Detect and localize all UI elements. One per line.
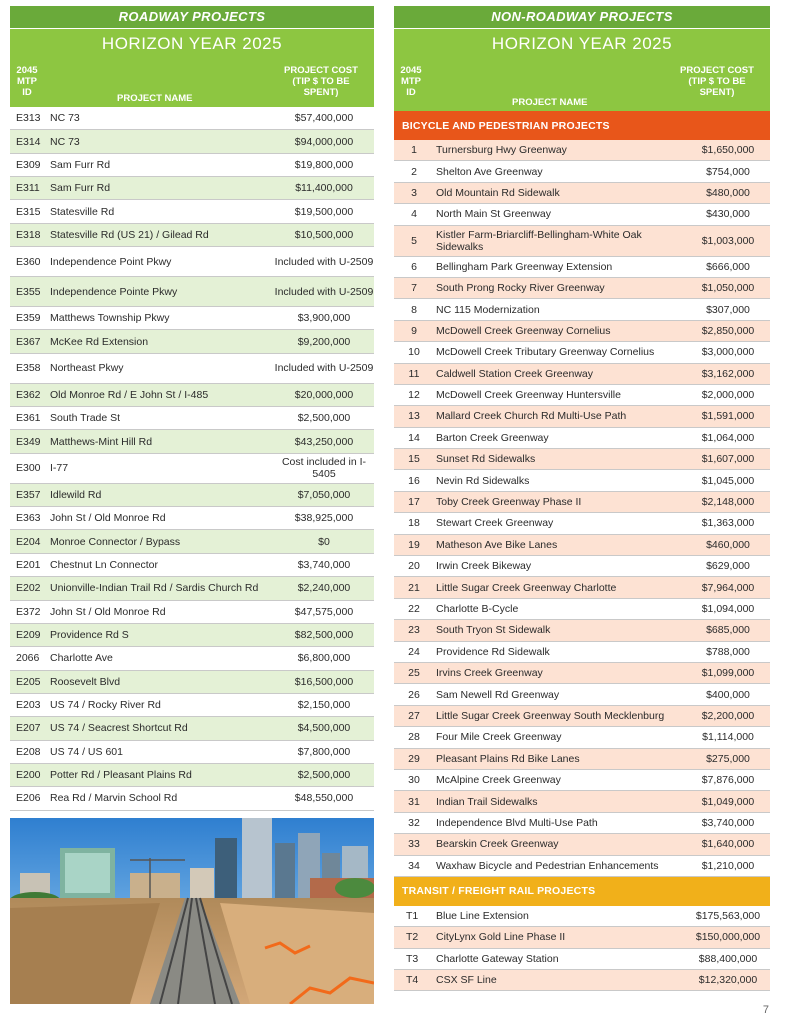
cell-cost: $2,148,000	[701, 496, 755, 509]
table-row	[10, 277, 374, 307]
cell-cost: $430,000	[706, 208, 750, 221]
cell-name: NC 73	[50, 135, 80, 148]
table-row	[10, 307, 374, 330]
cell-name: Sam Furr Rd	[50, 182, 111, 195]
table-row	[10, 430, 374, 453]
cell-id: E205	[16, 675, 41, 688]
cell-id: 8	[411, 303, 417, 316]
table-row	[394, 834, 770, 855]
cell-id: 4	[411, 208, 417, 221]
cell-cost: $2,240,000	[297, 582, 351, 595]
cell-name: Potter Rd / Pleasant Plains Rd	[50, 769, 192, 782]
cell-cost: $1,607,000	[701, 453, 755, 466]
cell-name: US 74 / Seacrest Shortcut Rd	[50, 722, 188, 735]
cell-id: 33	[408, 838, 420, 851]
table-row	[10, 177, 374, 200]
cell-name: Rea Rd / Marvin School Rd	[50, 792, 178, 805]
cell-name: Barton Creek Greenway	[436, 431, 549, 444]
table-row	[10, 224, 374, 247]
table-row	[394, 556, 770, 577]
cell-id: T1	[406, 910, 419, 923]
cell-name: Bellingham Park Greenway Extension	[436, 260, 613, 273]
cell-id: 11	[408, 367, 420, 380]
cell-cost: $94,000,000	[294, 135, 354, 148]
cell-name: Toby Creek Greenway Phase II	[436, 496, 582, 509]
cell-id: 13	[408, 410, 420, 423]
table-row	[394, 599, 770, 620]
table-row	[10, 200, 374, 223]
cell-cost: $19,800,000	[294, 158, 354, 171]
table-row	[10, 671, 374, 694]
cell-cost: $48,550,000	[294, 792, 354, 805]
cell-id: T4	[406, 974, 419, 987]
cell-id: 16	[408, 474, 420, 487]
table-row	[394, 535, 770, 556]
cell-name: John St / Old Monroe Rd	[50, 605, 166, 618]
cell-cost: $685,000	[706, 624, 750, 637]
cell-name: CityLynx Gold Line Phase II	[436, 931, 566, 944]
cell-id: 2	[411, 165, 417, 178]
table-row	[394, 278, 770, 299]
cell-name: Nevin Rd Sidewalks	[436, 474, 530, 487]
cell-cost: $3,900,000	[297, 312, 351, 325]
table-row	[394, 642, 770, 663]
cell-cost: $307,000	[706, 303, 750, 316]
cell-id: E311	[16, 182, 40, 195]
cell-cost: $88,400,000	[698, 952, 758, 965]
cell-cost: $1,363,000	[701, 517, 755, 530]
table-row	[394, 663, 770, 684]
table-row	[10, 484, 374, 507]
cell-cost: $9,200,000	[297, 335, 351, 348]
cell-cost: $1,114,000	[702, 731, 754, 744]
header-project-cost: PROJECT COST (TIP $ TO BE SPENT)	[284, 65, 358, 98]
cell-id: 5	[411, 234, 417, 247]
cell-cost: Included with U-2509	[274, 362, 374, 375]
cell-id: E372	[16, 605, 41, 618]
roadway-projects-table	[10, 6, 374, 811]
cell-cost: $400,000	[706, 688, 750, 701]
cell-name: Matheson Ave Bike Lanes	[436, 538, 558, 551]
cell-name: US 74 / Rocky River Rd	[50, 699, 161, 712]
cell-name: Matthews-Mint Hill Rd	[50, 435, 153, 448]
cell-name: Chestnut Ln Connector	[50, 558, 158, 571]
cell-name: Stewart Creek Greenway	[436, 517, 554, 530]
cell-id: E355	[16, 285, 41, 298]
cell-id: 32	[408, 816, 420, 829]
cell-id: E362	[16, 388, 41, 401]
cell-id: E359	[16, 312, 41, 325]
transit-rows	[394, 906, 770, 992]
cell-id: E200	[16, 769, 41, 782]
table-row	[394, 906, 770, 927]
roadway-rows	[10, 107, 374, 811]
cell-id: E360	[16, 255, 41, 268]
cell-id: 30	[408, 774, 420, 787]
cell-id: 1	[411, 144, 417, 157]
cell-cost: $7,876,000	[701, 774, 755, 787]
cell-id: 14	[408, 431, 420, 444]
header-id: 2045 MTP ID	[16, 65, 38, 98]
cell-name: Charlotte Gateway Station	[436, 952, 559, 965]
cell-name: Kistler Farm-Briarcliff-Bellingham-White Oak Sidewalks	[436, 228, 642, 253]
cell-cost: $460,000	[706, 538, 750, 551]
table-row	[10, 647, 374, 670]
table-row	[10, 601, 374, 624]
cell-cost: $3,740,000	[297, 558, 351, 571]
cell-id: E357	[16, 488, 41, 501]
roadway-table-header	[10, 59, 374, 107]
cell-name: South Prong Rocky River Greenway	[436, 282, 605, 295]
cell-name: McDowell Creek Tributary Greenway Cornelius	[436, 346, 655, 359]
table-row	[10, 384, 374, 407]
cell-name: McAlpine Creek Greenway	[436, 774, 561, 787]
roadway-banner: ROADWAY PROJECTS	[10, 6, 374, 28]
cell-id: 28	[408, 731, 420, 744]
page-number: 7	[762, 1004, 769, 1016]
city-rail-construction-photo	[10, 818, 374, 1004]
cell-id: 25	[408, 667, 420, 680]
cell-cost: $1,210,000	[701, 859, 755, 872]
table-row	[10, 787, 374, 810]
cell-id: 26	[408, 688, 420, 701]
cell-name: US 74 / US 601	[50, 745, 123, 758]
table-row	[10, 530, 374, 553]
table-row	[394, 385, 770, 406]
cell-id: E314	[16, 135, 41, 148]
cell-id: E313	[16, 112, 41, 125]
table-row	[394, 513, 770, 534]
cell-cost: $788,000	[706, 645, 750, 658]
cell-name: Old Mountain Rd Sidewalk	[436, 186, 560, 199]
table-row	[394, 970, 770, 991]
cell-cost: $82,500,000	[294, 629, 354, 642]
cell-id: E349	[16, 435, 41, 448]
cell-id: T2	[406, 931, 419, 944]
cell-id: E209	[16, 629, 41, 642]
table-row	[394, 856, 770, 877]
table-row	[394, 749, 770, 770]
cell-name: NC 73	[50, 112, 80, 125]
table-row	[394, 140, 770, 161]
cell-cost: $3,740,000	[701, 816, 755, 829]
cell-cost: $2,200,000	[701, 709, 755, 722]
cell-id: 29	[408, 752, 420, 765]
table-row	[10, 741, 374, 764]
table-row	[394, 161, 770, 182]
cell-cost: $1,591,000	[701, 410, 755, 423]
table-row	[10, 554, 374, 577]
cell-name: Providence Rd S	[50, 629, 129, 642]
cell-name: Independence Blvd Multi-Use Path	[436, 816, 598, 829]
table-row	[10, 330, 374, 353]
cell-name: Bearskin Creek Greenway	[436, 838, 559, 851]
table-row	[394, 226, 770, 257]
cell-cost: $480,000	[706, 186, 750, 199]
table-row	[10, 764, 374, 787]
cell-name: Old Monroe Rd / E John St / I-485	[50, 388, 209, 401]
cell-name: Blue Line Extension	[436, 910, 529, 923]
cell-id: E315	[16, 205, 41, 218]
cell-cost: $1,050,000	[701, 282, 755, 295]
cell-cost: $43,250,000	[294, 435, 354, 448]
cell-cost: $4,500,000	[297, 722, 351, 735]
header-project-name: PROJECT NAME	[117, 93, 193, 104]
cell-cost: $2,500,000	[297, 769, 351, 782]
cell-cost: $12,320,000	[698, 974, 758, 987]
cell-cost: $175,563,000	[695, 910, 761, 923]
cell-id: E318	[16, 228, 41, 241]
cell-name: Statesville Rd (US 21) / Gilead Rd	[50, 228, 209, 241]
cell-cost: $1,045,000	[701, 474, 755, 487]
cell-name: NC 115 Modernization	[436, 303, 540, 316]
cell-cost: $3,000,000	[701, 346, 755, 359]
cell-cost: $1,064,000	[701, 431, 755, 444]
cell-cost: $7,050,000	[297, 488, 351, 501]
cell-name: Statesville Rd	[50, 205, 115, 218]
cell-id: E202	[16, 582, 41, 595]
cell-cost: $7,964,000	[701, 581, 755, 594]
cell-cost: $19,500,000	[294, 205, 354, 218]
cell-name: South Trade St	[50, 412, 121, 425]
cell-name: Roosevelt Blvd	[50, 675, 121, 688]
header-project-name: PROJECT NAME	[512, 97, 588, 108]
cell-cost: $3,162,000	[701, 367, 755, 380]
table-row	[394, 770, 770, 791]
cell-name: John St / Old Monroe Rd	[50, 512, 166, 525]
non-roadway-horizon-year: HORIZON YEAR 2025	[394, 29, 770, 59]
cell-id: 19	[408, 538, 420, 551]
cell-id: E206	[16, 792, 41, 805]
cell-name: Providence Rd Sidewalk	[436, 645, 550, 658]
cell-name: Sam Newell Rd Greenway	[436, 688, 560, 701]
table-row	[394, 684, 770, 705]
table-row	[394, 183, 770, 204]
cell-id: E204	[16, 535, 41, 548]
cell-name: Unionville-Indian Trail Rd / Sardis Church Rd	[50, 582, 259, 595]
cell-id: 18	[408, 517, 420, 530]
cell-id: E207	[16, 722, 41, 735]
cell-id: 7	[411, 282, 417, 295]
cell-id: 12	[408, 389, 420, 402]
cell-name: Idlewild Rd	[50, 488, 102, 501]
cell-name: Matthews Township Pkwy	[50, 312, 170, 325]
cell-cost: $6,800,000	[297, 652, 351, 665]
cell-cost: $20,000,000	[294, 388, 354, 401]
cell-id: E367	[16, 335, 41, 348]
cell-cost: $1,094,000	[701, 603, 755, 615]
table-row	[10, 407, 374, 430]
cell-cost: $2,850,000	[701, 324, 755, 337]
cell-name: Sunset Rd Sidewalks	[436, 453, 536, 466]
table-row	[394, 428, 770, 449]
cell-name: Irwin Creek Bikeway	[436, 560, 532, 573]
cell-name: Four Mile Creek Greenway	[436, 731, 562, 744]
cell-name: Turnersburg Hwy Greenway	[436, 144, 567, 157]
cell-id: E208	[16, 745, 41, 758]
cell-cost: $1,099,000	[701, 667, 755, 680]
cell-id: 24	[408, 645, 420, 658]
cell-cost: Included with U-2509	[274, 285, 374, 298]
cell-cost: $1,640,000	[701, 838, 755, 851]
non-roadway-table-header	[394, 59, 770, 111]
cell-cost: $629,000	[706, 560, 750, 573]
cell-name: Independence Point Pkwy	[50, 255, 172, 268]
cell-cost: $754,000	[706, 165, 750, 178]
table-row	[394, 577, 770, 598]
cell-name: Indian Trail Sidewalks	[436, 795, 538, 808]
cell-id: E201	[16, 558, 41, 571]
cell-id: E363	[16, 512, 41, 525]
cell-cost: $2,000,000	[701, 389, 755, 402]
cell-cost: $2,150,000	[297, 699, 351, 712]
cell-name: Sam Furr Rd	[50, 158, 111, 171]
table-row	[394, 727, 770, 748]
cell-id: E358	[16, 362, 41, 375]
cell-cost: $11,400,000	[295, 182, 353, 195]
bike-ped-section-title: BICYCLE AND PEDESTRIAN PROJECTS	[394, 111, 770, 140]
table-row	[394, 204, 770, 225]
cell-name: South Tryon St Sidewalk	[436, 624, 551, 637]
cell-id: 2066	[16, 652, 40, 665]
cell-cost: $666,000	[706, 260, 750, 273]
cell-name: I-77	[50, 462, 69, 475]
cell-name: McDowell Creek Greenway Cornelius	[436, 324, 611, 337]
table-row	[10, 624, 374, 647]
cell-id: 27	[408, 709, 420, 722]
cell-name: CSX SF Line	[436, 974, 497, 987]
cell-cost: $10,500,000	[294, 228, 354, 241]
table-row	[394, 791, 770, 812]
cell-name: Shelton Ave Greenway	[436, 165, 543, 178]
cell-name: McKee Rd Extension	[50, 335, 149, 348]
cell-id: 20	[408, 560, 420, 573]
table-row	[394, 620, 770, 641]
table-row	[394, 470, 770, 491]
table-row	[394, 492, 770, 513]
cell-id: 9	[411, 324, 417, 337]
cell-name: Charlotte Ave	[50, 652, 113, 665]
cell-cost: Included with U-2509	[274, 255, 374, 268]
table-row	[10, 130, 374, 153]
cell-cost: $1,650,000	[701, 144, 755, 157]
cell-id: 3	[411, 186, 417, 199]
cell-id: 23	[408, 624, 420, 637]
table-row	[10, 154, 374, 177]
cell-id: 21	[408, 581, 420, 594]
header-id: 2045 MTP ID	[400, 65, 422, 98]
table-row	[394, 321, 770, 342]
cell-cost: $7,800,000	[297, 745, 351, 758]
bike-ped-rows	[394, 140, 770, 877]
table-row	[394, 927, 770, 948]
table-row	[394, 706, 770, 727]
header-project-cost: PROJECT COST (TIP $ TO BE SPENT)	[680, 65, 754, 98]
cell-id: E300	[16, 462, 41, 475]
table-row	[10, 507, 374, 530]
table-row	[10, 354, 374, 384]
cell-cost: $16,500,000	[294, 675, 354, 688]
table-row	[10, 247, 374, 277]
cell-id: T3	[406, 952, 419, 965]
table-row	[10, 454, 374, 484]
cell-name: Mallard Creek Church Rd Multi-Use Path	[436, 410, 627, 423]
cell-id: E361	[16, 412, 41, 425]
cell-id: 15	[408, 453, 420, 466]
cell-cost: $57,400,000	[294, 112, 354, 125]
cell-id: E203	[16, 699, 41, 712]
cell-name: Pleasant Plains Rd Bike Lanes	[436, 752, 580, 765]
table-row	[394, 299, 770, 320]
cell-cost: $1,003,000	[701, 234, 755, 247]
table-row	[10, 717, 374, 740]
table-row	[394, 813, 770, 834]
cell-name: Monroe Connector / Bypass	[50, 535, 181, 548]
cell-cost: $275,000	[706, 752, 750, 765]
table-row	[10, 577, 374, 600]
table-row	[10, 694, 374, 717]
cell-cost: Cost included in I-5405	[281, 456, 367, 481]
cell-cost: $0	[318, 535, 330, 548]
cell-name: McDowell Creek Greenway Huntersville	[436, 389, 621, 402]
cell-name: Little Sugar Creek Greenway Charlotte	[436, 581, 617, 594]
cell-cost: $47,575,000	[294, 605, 354, 618]
cell-id: 31	[408, 795, 420, 808]
table-row	[394, 949, 770, 970]
cell-name: Northeast Pkwy	[50, 362, 124, 375]
cell-id: 34	[408, 859, 420, 872]
cell-cost: $38,925,000	[294, 512, 354, 525]
cell-id: 10	[408, 346, 420, 359]
transit-section-title: TRANSIT / FREIGHT RAIL PROJECTS	[394, 877, 770, 906]
table-row	[10, 107, 374, 130]
table-row	[394, 257, 770, 278]
table-row	[394, 342, 770, 363]
cell-cost: $150,000,000	[695, 931, 761, 944]
cell-id: 17	[408, 496, 420, 509]
cell-cost: $1,049,000	[701, 795, 755, 808]
cell-id: 6	[411, 260, 417, 273]
table-row	[394, 364, 770, 385]
cell-name: Independence Pointe Pkwy	[50, 285, 178, 298]
table-row	[394, 406, 770, 427]
non-roadway-projects-table	[394, 6, 770, 991]
table-row	[394, 449, 770, 470]
roadway-horizon-year: HORIZON YEAR 2025	[10, 29, 374, 59]
cell-id: E309	[16, 158, 41, 171]
cell-name: Little Sugar Creek Greenway South Mecklenburg	[436, 709, 665, 722]
cell-name: Irvins Creek Greenway	[436, 667, 543, 680]
cell-cost: $2,500,000	[297, 412, 351, 425]
cell-name: North Main St Greenway	[436, 208, 551, 221]
cell-name: Charlotte B-Cycle	[436, 603, 519, 615]
cell-name: Waxhaw Bicycle and Pedestrian Enhancements	[436, 859, 659, 872]
cell-name: Caldwell Station Creek Greenway	[436, 367, 593, 380]
non-roadway-banner: NON-ROADWAY PROJECTS	[394, 6, 770, 28]
cell-id: 22	[408, 603, 420, 615]
